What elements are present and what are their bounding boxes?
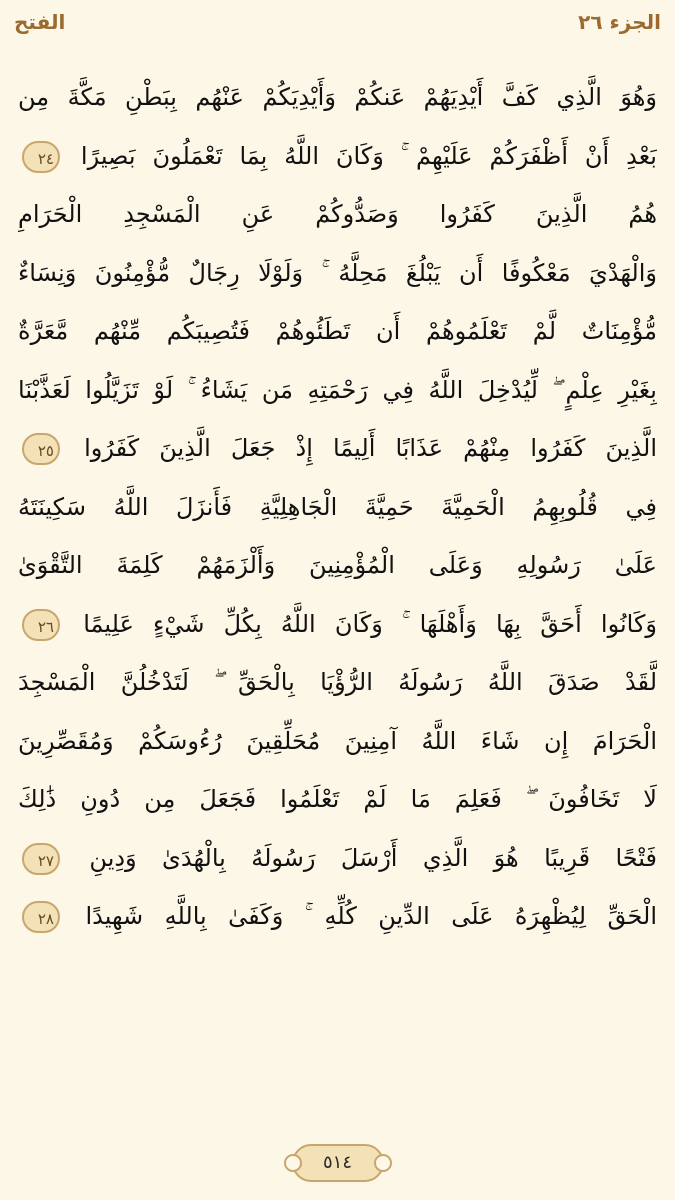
verse-line-10 — [18, 595, 657, 654]
surah-name: الفتح — [14, 10, 66, 34]
verse-text: الْحَرَامَ إِن شَاءَ اللَّهُ آمِنِينَ مُحَلِّقِينَ رُءُوسَكُمْ وَمُقَصِّرِينَ — [18, 726, 657, 755]
ayah-number-marker: ٢٦ — [22, 609, 60, 641]
verse-line-6 — [18, 361, 657, 420]
verse-text: وَالْهَدْيَ مَعْكُوفًا أَن يَبْلُغَ مَحِلَّهُ ۚ وَلَوْلَا رِجَالٌ مُّؤْمِنُونَ وَنِسَاءٌ — [18, 258, 657, 287]
verse-line-15 — [18, 887, 657, 946]
verse-line-13 — [18, 770, 657, 829]
verse-text: لَّقَدْ صَدَقَ اللَّهُ رَسُولَهُ الرُّؤْيَا بِالْحَقِّ ۖ لَتَدْخُلُنَّ الْمَسْجِدَ — [18, 668, 657, 696]
verse-line-3 — [18, 185, 657, 244]
ayah-number-marker: ٢٧ — [22, 843, 60, 875]
verse-text: هُمُ الَّذِينَ كَفَرُوا وَصَدُّوكُمْ عَنِ الْمَسْجِدِ الْحَرَامِ — [18, 200, 657, 228]
verse-line-12 — [18, 712, 657, 771]
verse-text: فَتْحًا قَرِيبًا هُوَ الَّذِي أَرْسَلَ رَسُولَهُ بِالْهُدَىٰ وَدِينِ — [89, 843, 657, 872]
verse-line-7 — [18, 419, 657, 478]
verse-text: فِي قُلُوبِهِمُ الْحَمِيَّةَ حَمِيَّةَ الْجَاهِلِيَّةِ فَأَنزَلَ اللَّهُ سَكِينَتَهُ — [18, 492, 657, 521]
verse-line-2 — [18, 127, 657, 186]
verse-text: الَّذِينَ كَفَرُوا مِنْهُمْ عَذَابًا أَلِيمًا إِذْ جَعَلَ الَّذِينَ كَفَرُوا — [84, 434, 657, 462]
ayah-number-marker: ٢٥ — [22, 433, 60, 465]
verse-line-9 — [18, 536, 657, 595]
verse-text: الْحَقِّ لِيُظْهِرَهُ عَلَى الدِّينِ كُلِّهِ ۚ وَكَفَىٰ بِاللَّهِ شَهِيدًا — [85, 902, 657, 930]
verse-text: مُّؤْمِنَاتٌ لَّمْ تَعْلَمُوهُمْ أَن تَطَئُوهُمْ فَتُصِيبَكُم مِّنْهُم مَّعَرَّةٌ — [18, 317, 657, 345]
page-number-badge: ٥١٤ — [292, 1144, 384, 1182]
verse-text: بَعْدِ أَنْ أَظْفَرَكُمْ عَلَيْهِمْ ۚ وَكَانَ اللَّهُ بِمَا تَعْمَلُونَ بَصِيرًا — [80, 141, 657, 170]
verse-text: لَا تَخَافُونَ ۖ فَعَلِمَ مَا لَمْ تَعْلَمُوا فَجَعَلَ مِن دُونِ ذَٰلِكَ — [18, 785, 657, 813]
verse-line-14 — [18, 829, 657, 888]
ayah-number-marker: ٢٨ — [22, 901, 60, 933]
verse-text: وَهُوَ الَّذِي كَفَّ أَيْدِيَهُمْ عَنكُمْ وَأَيْدِيَكُمْ عَنْهُم بِبَطْنِ مَكَّةَ مِن — [18, 83, 657, 111]
page-header — [14, 10, 661, 50]
verse-text: عَلَىٰ رَسُولِهِ وَعَلَى الْمُؤْمِنِينَ وَأَلْزَمَهُمْ كَلِمَةَ التَّقْوَىٰ — [18, 551, 657, 579]
verse-line-11 — [18, 653, 657, 712]
quran-text-area — [18, 68, 657, 1148]
verse-line-5 — [18, 302, 657, 361]
verse-line-1 — [18, 68, 657, 127]
juz-label: الجزء ٢٦ — [578, 10, 661, 34]
verse-line-4 — [18, 244, 657, 303]
verse-text: بِغَيْرِ عِلْمٍ ۖ لِّيُدْخِلَ اللَّهُ فِي رَحْمَتِهِ مَن يَشَاءُ ۚ لَوْ تَزَيَّلُوا لَعَذَّبْنَا — [18, 375, 657, 404]
verse-line-8 — [18, 478, 657, 537]
ayah-number-marker: ٢٤ — [22, 141, 60, 173]
verse-text: وَكَانُوا أَحَقَّ بِهَا وَأَهْلَهَا ۚ وَكَانَ اللَّهُ بِكُلِّ شَيْءٍ عَلِيمًا — [83, 609, 657, 638]
